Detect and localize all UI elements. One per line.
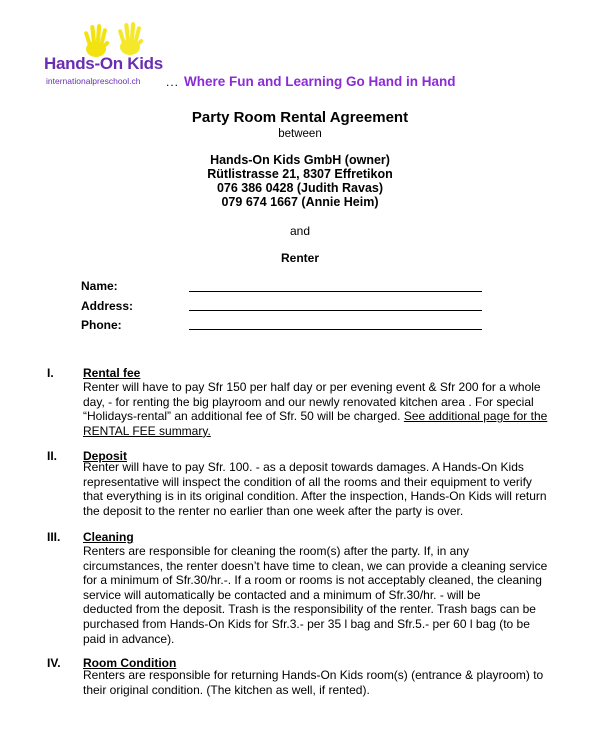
paragraph-line: their original condition. (The kitchen as well, if rented). <box>83 682 370 697</box>
between-label: between <box>278 128 322 140</box>
section-heading-deposit: Deposit <box>83 449 128 463</box>
owner-phone-1: 076 386 0428 (Judith Ravas) <box>216 181 384 195</box>
paragraph-text: “Holidays-rental” an additional fee of Sfr. 50 will be charged. <box>83 409 401 424</box>
section-heading-room-condition: Room Condition <box>83 656 177 670</box>
rental-fee-link-continued[interactable]: RENTAL FEE summary. <box>83 423 211 438</box>
phone-field-line[interactable] <box>189 329 482 330</box>
paragraph-line: the deposit to the renter no earlier than one week after the party is over. <box>83 503 464 518</box>
section-number: I. <box>47 366 54 380</box>
name-field-label: Name: <box>81 279 118 293</box>
paragraph-line: circumstances, the renter doesn’t have time to clean, we can provide a cleaning service <box>83 558 548 573</box>
document-title: Party Room Rental Agreement <box>191 109 409 126</box>
section-number: III. <box>47 530 61 544</box>
paragraph-line: Renters are responsible for returning Hands-On Kids room(s) (entrance & playroom) to <box>83 668 544 682</box>
logo-url: internationalpreschool.ch <box>46 76 141 86</box>
address-field-label: Address: <box>81 299 134 313</box>
logo-wordmark: Hands-On Kids <box>44 54 163 73</box>
owner-company: Hands-On Kids GmbH (owner) <box>210 153 390 167</box>
paragraph-line: purchased from Hands-On Kids for Sfr.3.- per 35 l bag and Sfr.5.- per 60 l bag (to be <box>83 616 530 631</box>
paragraph-line: deducted from the deposit. Trash is the responsibility of the renter. Trash bags can be <box>83 602 536 617</box>
section-number: IV. <box>47 656 61 670</box>
paragraph-line <box>83 409 563 424</box>
hands-logo-icon <box>82 22 152 58</box>
owner-phone-2: 079 674 1667 (Annie Heim) <box>221 195 379 209</box>
rental-fee-link[interactable]: See additional page for the <box>403 409 548 424</box>
section-heading-cleaning: Cleaning <box>83 530 134 544</box>
paragraph-line: Renter will have to pay Sfr. 100. - as a deposit towards damages. A Hands-On Kids <box>83 460 524 474</box>
paragraph-line: representative will inspect the condition of all the rooms and their equipment to verify <box>83 474 532 489</box>
section-number: II. <box>47 449 58 463</box>
slogan-ellipsis: ... <box>166 75 180 89</box>
section-body-deposit <box>83 460 563 518</box>
paragraph-line: that everything is in its original condition. After the inspection, Hands-On Kids will return <box>83 489 547 504</box>
paragraph-line: Renters are responsible for cleaning the room(s) after the party. If, in any <box>83 544 469 558</box>
paragraph-line: for a minimum of Sfr.30/hr.-. If a room or rooms is not acceptably cleaned, the cleaning <box>83 573 542 588</box>
section-body-rental-fee <box>83 380 563 438</box>
phone-field-label: Phone: <box>81 318 122 332</box>
slogan: Where Fun and Learning Go Hand in Hand <box>184 74 456 89</box>
paragraph-line: day, - for renting the big playroom and our newly renovated kitchen area . For special <box>83 394 534 409</box>
paragraph-line: service will automatically be contacted and a minimum of Sfr.30/hr. - will be <box>83 587 481 602</box>
paragraph-line: Renter will have to pay Sfr 150 per half day or per evening event & Sfr 200 for a whole <box>83 380 541 394</box>
paragraph-line: paid in advance). <box>83 631 175 646</box>
address-field-line[interactable] <box>189 310 482 311</box>
renter-label: Renter <box>280 251 319 265</box>
section-heading-rental-fee: Rental fee <box>83 366 141 380</box>
hands-on-kids-logo <box>44 22 174 94</box>
owner-address: Rütlistrasse 21, 8307 Effretikon <box>207 167 393 181</box>
and-label: and <box>289 224 311 238</box>
name-field-line[interactable] <box>189 291 482 292</box>
section-body-room-condition <box>83 668 563 697</box>
section-body-cleaning <box>83 544 563 646</box>
